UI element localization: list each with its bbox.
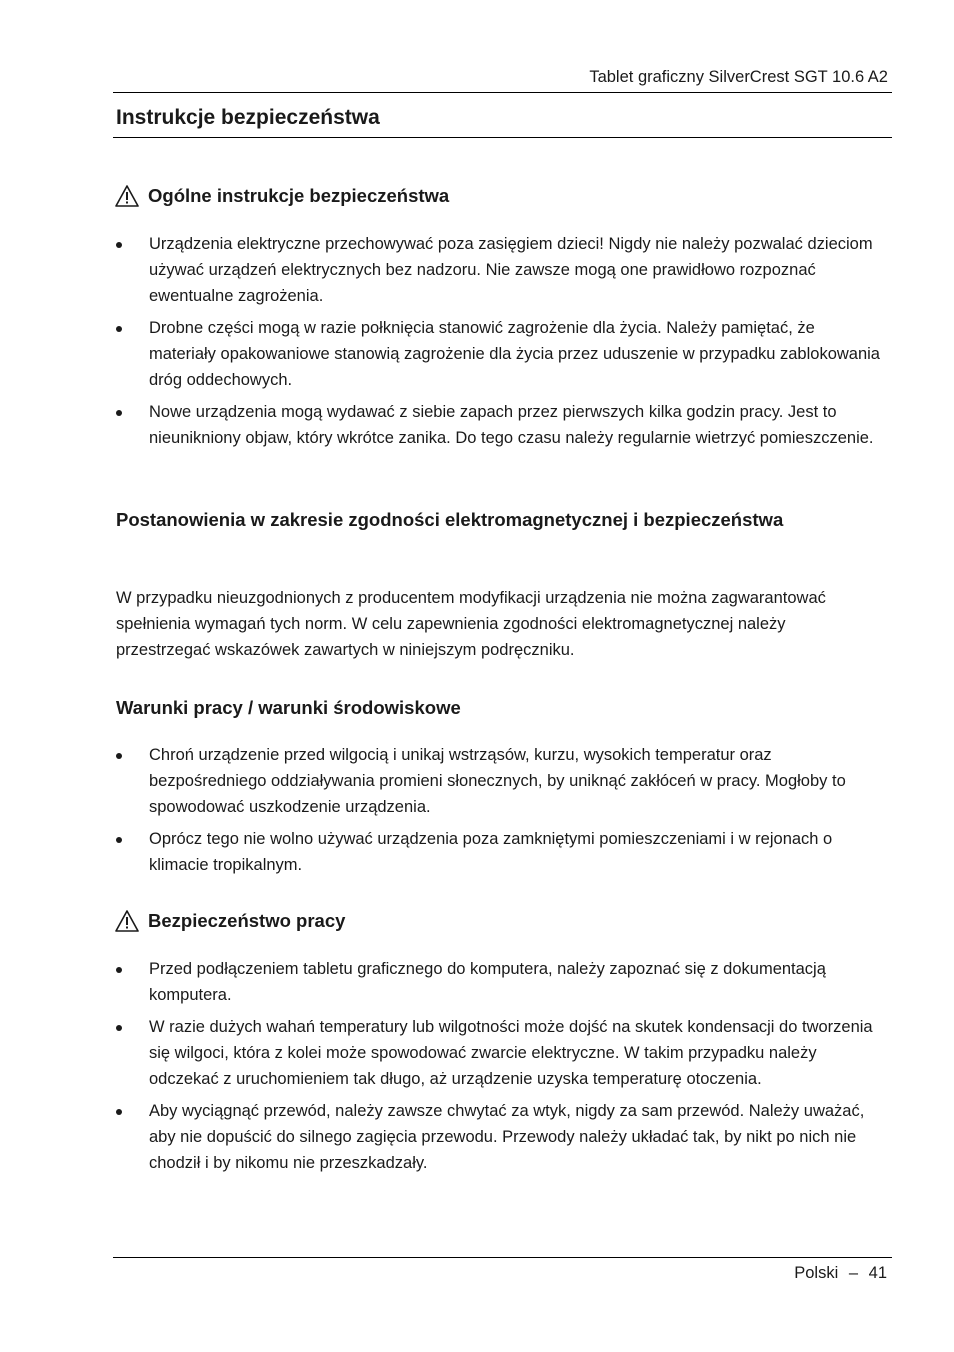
bullet-icon: [116, 242, 122, 248]
warning-icon: [115, 185, 139, 207]
page-title: Instrukcje bezpieczeństwa: [116, 106, 380, 129]
list-item-text: W razie dużych wahań temperatury lub wilgotności może dojść na skutek kondensacji do tworzenia się wilgoci, która z kolei może spowodować zwarcie elektryczne. W takim przypadku należy odczekać z uruchomieniem tak długo, aż urządzenie uzyska temperaturę otoczenia.: [149, 1018, 873, 1088]
list-item-text: Przed podłączeniem tabletu graficznego do komputera, należy zapoznać się z dokumentacją komputera.: [149, 960, 826, 1004]
list-item-text: Nowe urządzenia mogą wydawać z siebie zapach przez pierwszych kilka godzin pracy. Jest to nieunikniony objaw, który wkrótce zanika. Do tego czasu należy regularnie wietrzyć pomieszczenie.: [149, 403, 874, 447]
list-item: [116, 956, 886, 1008]
list-item-text: Chroń urządzenie przed wilgocią i unikaj wstrząsów, kurzu, wysokich temperatur oraz bezpośredniego oddziaływania promieni słonecznych, by uniknąć zakłóceń w pracy. Mogłoby to spowodować uszkodzenie urządzenia.: [149, 746, 846, 816]
header-rule: [113, 92, 892, 93]
list-item-text: Urządzenia elektryczne przechowywać poza zasięgiem dzieci! Nigdy nie należy pozwalać dzieciom używać urządzeń elektrycznych bez nadzoru. Nie zawsze mogą one prawidłowo rozpoznać ewentualne zagrożenia.: [149, 235, 873, 305]
header-title: Tablet graficzny SilverCrest SGT 10.6 A2: [589, 68, 888, 86]
emc-paragraph: W przypadku nieuzgodnionych z producentem modyfikacji urządzenia nie można zagwarantować spełnienia wymagań tych norm. W celu zapewnienia zgodności elektromagnetycznej należy przestrzegać wskazówek zawartych w niniejszym podręczniku.: [116, 589, 826, 659]
footer-language: Polski: [794, 1264, 839, 1282]
bullet-icon: [116, 837, 122, 843]
list-item: [116, 1014, 886, 1092]
page-number: 41: [868, 1264, 887, 1282]
list-item: [116, 742, 886, 820]
work-safety-list: [116, 956, 886, 1182]
bullet-icon: [116, 1109, 122, 1115]
general-list: [116, 231, 886, 457]
bullet-icon: [116, 967, 122, 973]
footer-separator: –: [848, 1264, 859, 1282]
section-heading-work-safety-text: Bezpieczeństwo pracy: [148, 910, 346, 931]
list-item: [116, 1098, 886, 1176]
bullet-icon: [116, 326, 122, 332]
section-heading-general: [115, 184, 449, 208]
list-item: [116, 315, 886, 393]
section-heading-environment: Warunki pracy / warunki środowiskowe: [116, 697, 461, 718]
list-item: [116, 231, 886, 309]
footer-rule: [113, 1257, 892, 1258]
section-heading-general-text: Ogólne instrukcje bezpieczeństwa: [148, 185, 450, 206]
title-rule: [113, 137, 892, 138]
bullet-icon: [116, 1025, 122, 1031]
footer: [794, 1264, 887, 1283]
section-heading-work-safety: [115, 909, 345, 933]
section-heading-emc: Postanowienia w zakresie zgodności elektromagnetycznej i bezpieczeństwa: [116, 509, 784, 530]
warning-icon: [115, 910, 139, 932]
list-item-text: Aby wyciągnąć przewód, należy zawsze chwytać za wtyk, nigdy za sam przewód. Należy uważać, aby nie dopuścić do silnego zagięcia przewodu. Przewody należy układać tak, by nikt po nich nie chodził i by nikomu nie przeszkadzały.: [149, 1102, 865, 1172]
list-item-text: Drobne części mogą w razie połknięcia stanowić zagrożenie dla życia. Należy pamiętać, że materiały opakowaniowe stanowią zagrożenie dla życia przez uduszenie w przypadku zablokowania dróg oddechowych.: [149, 319, 880, 389]
bullet-icon: [116, 410, 122, 416]
list-item: [116, 399, 886, 451]
bullet-icon: [116, 753, 122, 759]
list-item-text: Oprócz tego nie wolno używać urządzenia poza zamkniętymi pomieszczeniami i w rejonach o klimacie tropikalnym.: [149, 830, 833, 874]
list-item: [116, 826, 886, 878]
environment-list: [116, 742, 886, 884]
